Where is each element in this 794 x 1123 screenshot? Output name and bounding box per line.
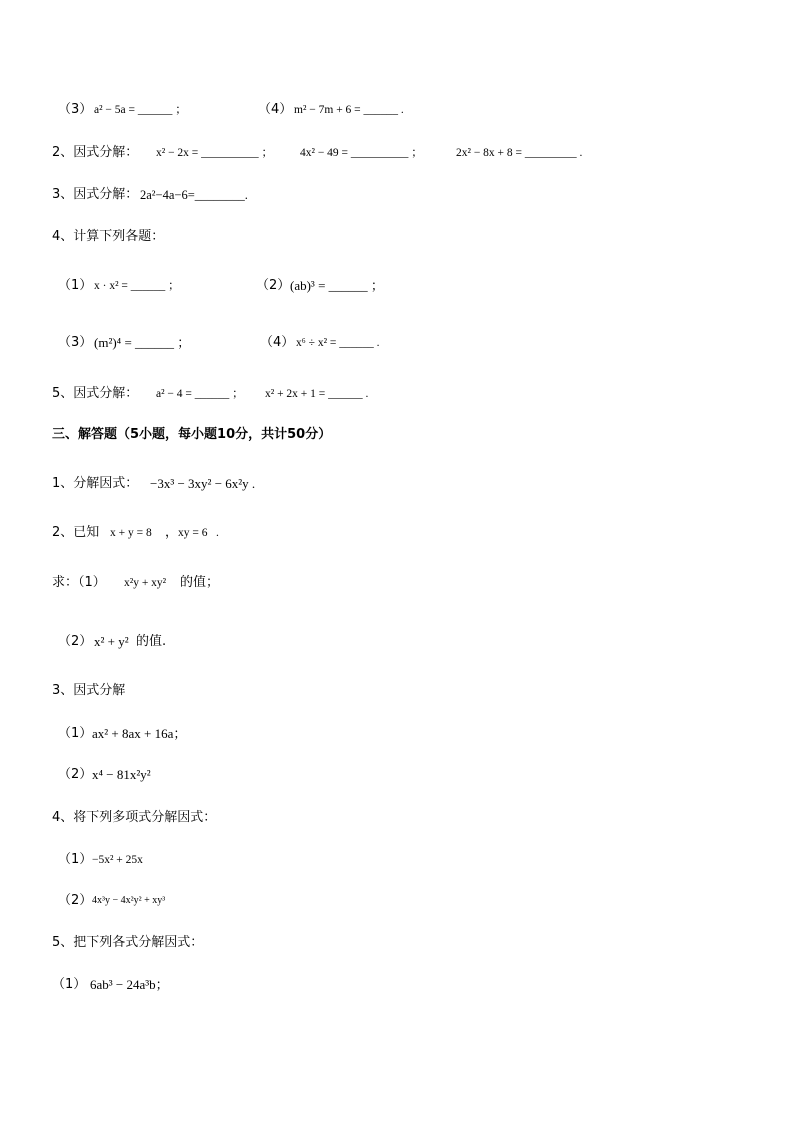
item-number: （1） bbox=[52, 977, 87, 992]
question-text: 的值. bbox=[136, 634, 167, 649]
math-expression: x + y = 8 bbox=[110, 527, 152, 539]
question-label: 1、分解因式： bbox=[52, 476, 139, 491]
item-number: （2） bbox=[58, 767, 93, 782]
item-number: （2） bbox=[58, 893, 93, 908]
section-title: 三、解答题（5小题，每小题10分，共计50分） bbox=[52, 427, 332, 442]
math-expression: (ab)³ = ______ ； bbox=[290, 278, 384, 293]
question-label: 5、因式分解： bbox=[52, 386, 139, 401]
math-expression: a² − 5a = ______ ； bbox=[94, 104, 187, 116]
question-label: 4、计算下列各题： bbox=[52, 229, 165, 244]
math-expression: 2x² − 8x + 8 = _________ . bbox=[456, 147, 583, 159]
question-label: 4、将下列多项式分解因式： bbox=[52, 810, 217, 825]
math-expression: x² + 2x + 1 = ______ . bbox=[265, 388, 369, 400]
math-expression: 2a²−4a−6=________. bbox=[140, 188, 248, 202]
math-expression: xy = 6 bbox=[178, 527, 208, 539]
math-expression: (m²)⁴ = ______ ； bbox=[94, 335, 191, 350]
period: . bbox=[216, 527, 219, 539]
item-number: （4） bbox=[260, 335, 295, 350]
separator: ， bbox=[165, 525, 179, 540]
math-expression: x²y + xy² bbox=[124, 577, 167, 589]
math-expression: x · x² = ______ ； bbox=[94, 280, 180, 292]
item-number: （1） bbox=[58, 278, 93, 293]
item-number: 求：（1） bbox=[52, 575, 106, 590]
item-number: （2） bbox=[58, 634, 93, 649]
math-expression: a² − 4 = ______ ； bbox=[156, 388, 244, 400]
question-label: 3、因式分解： bbox=[52, 187, 139, 202]
item-number: （2） bbox=[256, 278, 291, 293]
math-expression: 6ab³ − 24a³b； bbox=[90, 977, 169, 992]
math-expression: x⁶ ÷ x² = ______ . bbox=[296, 337, 380, 349]
math-expression: −3x³ − 3xy² − 6x²y . bbox=[150, 476, 256, 491]
item-number: （3） bbox=[58, 335, 93, 350]
item-number: （3） bbox=[58, 102, 93, 117]
math-expression: x⁴ − 81x²y² bbox=[92, 767, 151, 782]
question-label: 2、已知 bbox=[52, 525, 100, 540]
question-label: 2、因式分解： bbox=[52, 145, 139, 160]
math-expression: 4x³y − 4x²y² + xy³ bbox=[92, 895, 166, 906]
math-expression: m² − 7m + 6 = ______ . bbox=[294, 104, 404, 116]
math-expression: x² − 2x = __________ ； bbox=[156, 147, 274, 159]
question-label: 3、因式分解 bbox=[52, 683, 126, 698]
math-expression: 4x² − 49 = __________ ； bbox=[300, 147, 423, 159]
math-expression: ax² + 8ax + 16a； bbox=[92, 726, 187, 741]
item-number: （1） bbox=[58, 726, 93, 741]
item-number: （4） bbox=[258, 102, 293, 117]
math-expression: x² + y² bbox=[94, 634, 129, 649]
question-text: 的值； bbox=[180, 575, 220, 590]
item-number: （1） bbox=[58, 852, 93, 867]
question-label: 5、把下列各式分解因式： bbox=[52, 935, 204, 950]
math-expression: −5x² + 25x bbox=[92, 854, 143, 866]
